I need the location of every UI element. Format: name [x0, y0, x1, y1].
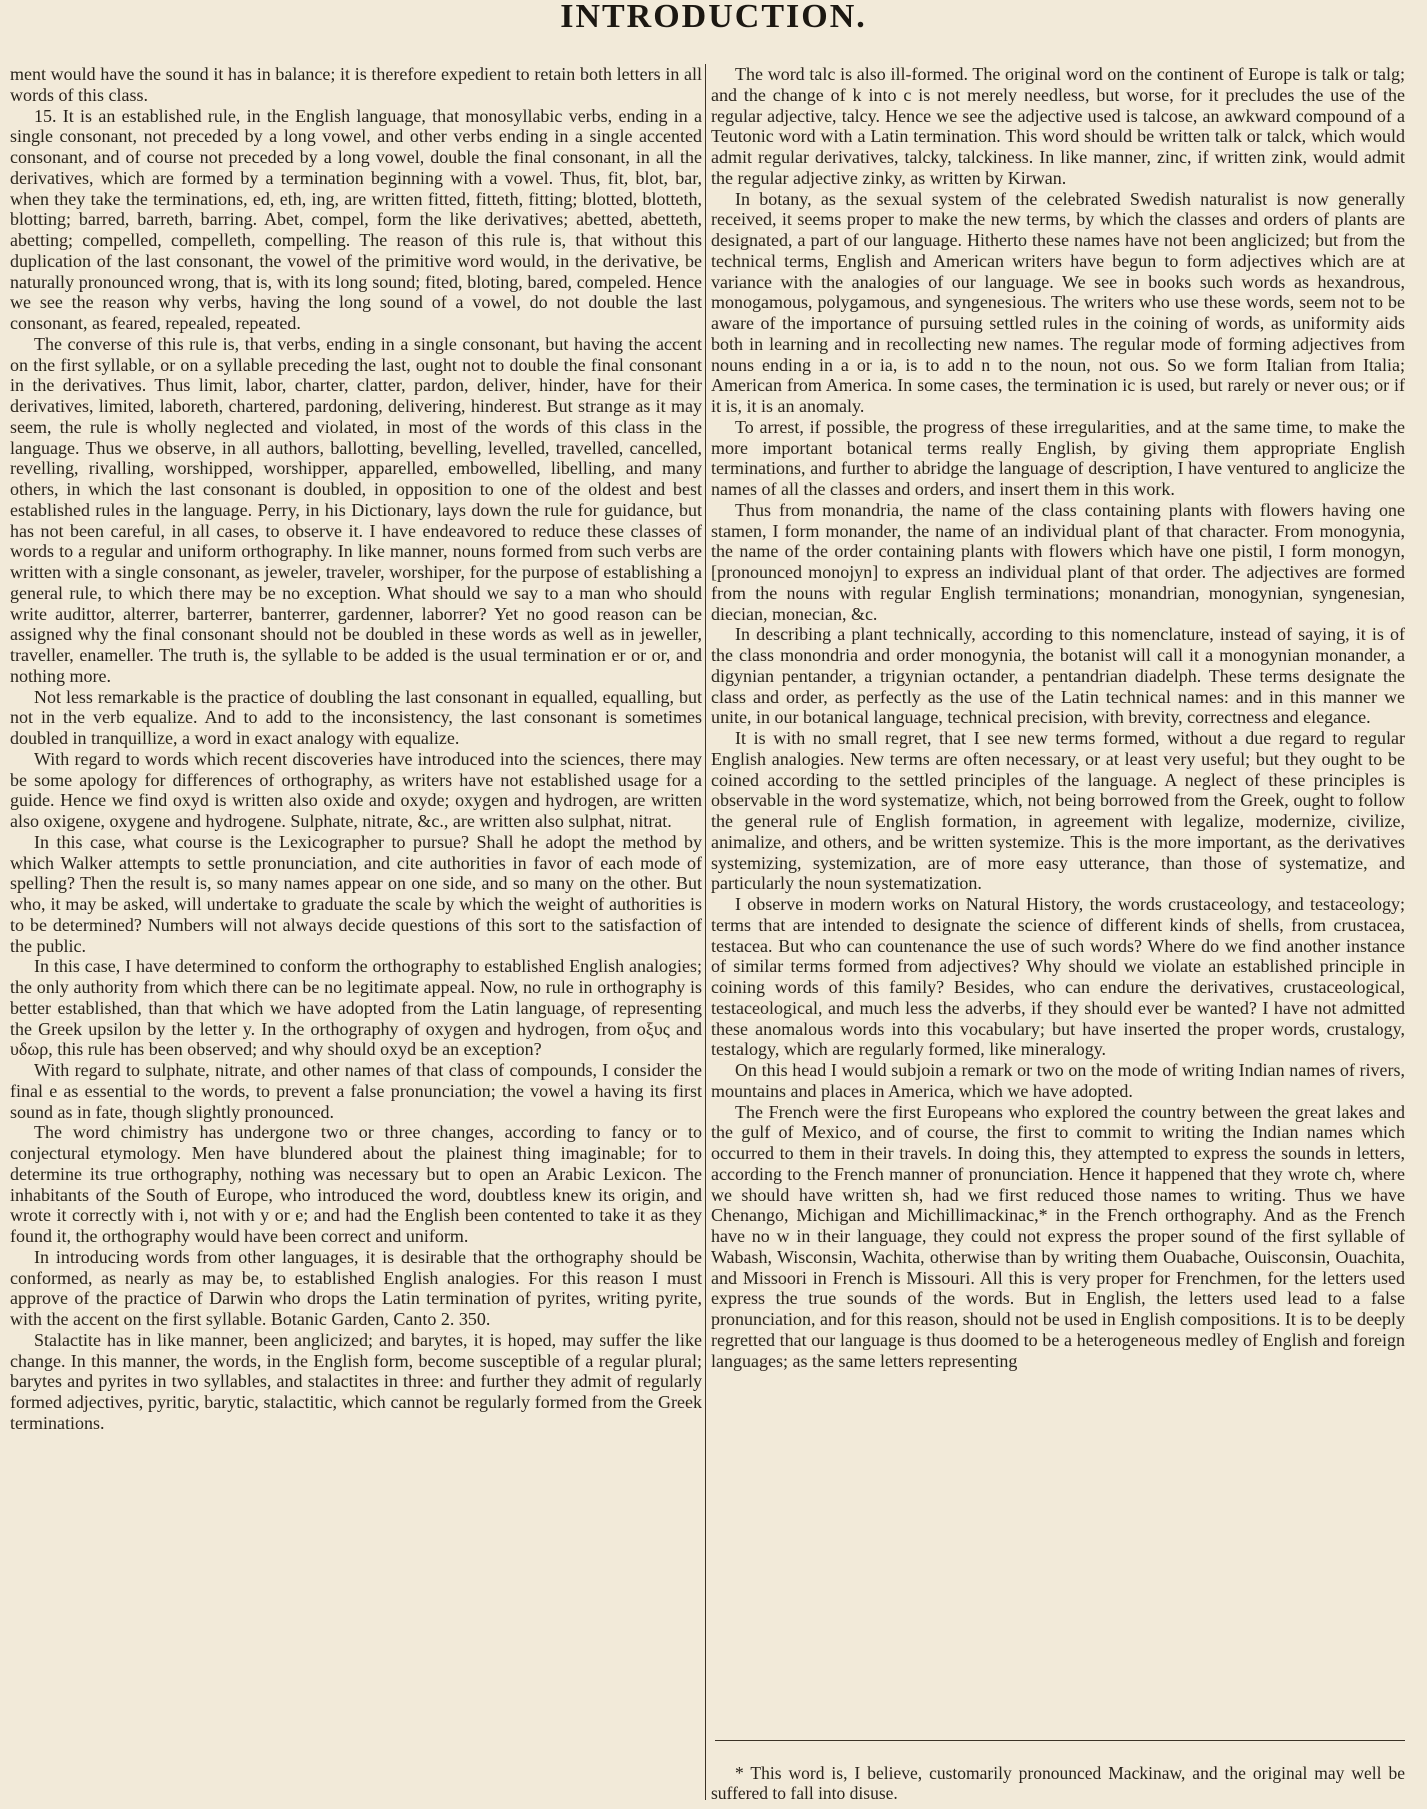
paragraph: In botany, as the sexual system of the celebrated Swedish naturalist is now generally received, it seems proper to make the new terms, by which the classes and orders of plants are designated, a part of our language. Hitherto these names have not been anglicized; but from the technical terms, English and American writers have begun to form adjectives which are at variance with the analogies of our language. We see in books such words as hexandrous, monogamous, polygamous, and syngenesious. The writers who use these words, seem not to be aware of the importance of pursuing settled rules in the coining of words, as uniformity aids both in learning and in recollecting new names. The regular mode of forming adjectives from nouns ending in a or ia, is to add n to the noun, not ous. So we form Italian from Italia; American from America. In some cases, the termination ic is used, but rarely or never ous; or if it is, it is an anomaly. — [711, 188, 1405, 416]
paragraph: In this case, what course is the Lexicographer to pursue? Shall he adopt the method by which Walker attempts to settle pronunciation, and cite authorities in favor of each mode of spelling? Then the result is, so many names appear on one side, and so many on the other. But who, it may be asked, will undertake to graduate the scale by which the weight of authorities is to be determined? Numbers will not always decide questions of this sort to the satisfaction of the public. — [10, 831, 702, 956]
page-title: INTRODUCTION. — [560, 0, 867, 35]
paragraph: On this head I would subjoin a remark or two on the mode of writing Indian names of rivers, mountains and places in America, which we have adopted. — [711, 1060, 1405, 1101]
paragraph: To arrest, if possible, the progress of these irregularities, and at the same time, to make the more important botanical terms really English, by giving them appropriate English terminations, and further to abridge the language of description, I have ventured to anglicize the names of all the classes and orders, and insert them in this work. — [711, 416, 1405, 499]
footnote-rule — [715, 1740, 1405, 1741]
paragraph: I observe in modern works on Natural History, the words crustaceology, and testaceology; terms that are intended to designate the science of different kinds of shells, from crustacea, testacea. But who can countenance the use of such words? Where do we find another instance of similar terms formed from adjectives? Why should we violate an established principle in coining words of this family? Besides, who can endure the derivatives, crustaceological, testaceological, and much less the adverbs, if they should ever be wanted? I have not admitted these anomalous words into this vocabulary; but have inserted the proper words, crustalogy, testalogy, which are regularly formed, like mineralogy. — [711, 894, 1405, 1060]
paragraph: In describing a plant technically, according to this nomenclature, instead of saying, it is of the class monondria and order monogynia, the botanist will call it a monogynian monander, a digynian pentander, a trigynian octander, a pentandrian diadelph. These terms designate the class and order, as perfectly as the use of the Latin technical names: and in this manner we unite, in our botanical language, technical precision, with brevity, correctness and elegance. — [711, 624, 1405, 728]
paragraph: 15. It is an established rule, in the English language, that monosyllabic verbs, ending in a single consonant, not preceded by a long vowel, and other verbs ending in a single accented consonant, and of course not preceded by a long vowel, double the final consonant, in all the derivatives, which are formed by a termination beginning with a vowel. Thus, fit, blot, bar, when they take the terminations, ed, eth, ing, are written fitted, fitteth, fitting; blotted, blotteth, blotting; barred, barreth, barring. Abet, compel, form the like derivatives; abetted, abetteth, abetting; compelled, compelleth, compelling. The reason of this rule is, that without this duplication of the last consonant, the vowel of the primitive word would, in the derivative, be naturally pronounced wrong, that is, with its long sound; fited, bloting, bared, compeled. Hence we see the reason why verbs, having the long sound of a vowel, do not double the last consonant, as feared, repealed, repeated. — [10, 105, 702, 333]
left-column — [10, 64, 702, 1434]
paragraph: Stalactite has in like manner, been anglicized; and barytes, it is hoped, may suffer the like change. In this manner, the words, in the English form, become susceptible of a regular plural; barytes and pyrites in two syllables, and stalactites in three: and further they admit of regularly formed adjectives, pyritic, barytic, stalactitic, which cannot be regularly formed from the Greek terminations. — [10, 1329, 702, 1433]
paragraph: In introducing words from other languages, it is desirable that the orthography should be conformed, as nearly as may be, to established English analogies. For this reason I must approve of the practice of Darwin who drops the Latin termination of pyrites, writing pyrite, with the accent on the first syllable. Botanic Garden, Canto 2. 350. — [10, 1246, 702, 1329]
footnote — [711, 1763, 1405, 1803]
paragraph: Thus from monandria, the name of the class containing plants with flowers having one stamen, I form monander, the name of an individual plant of that character. From monogynia, the name of the order containing plants with flowers which have one pistil, I form monogyn, [pronounced monojyn] to express an individual plant of that order. The adjectives are formed from the nouns with regular English terminations; monandrian, monogynian, syngenesian, diecian, monecian, &c. — [711, 499, 1405, 624]
paragraph: The word chimistry has undergone two or three changes, according to fancy or to conjectural etymology. Men have blundered about the plainest thing imaginable; for to determine its true orthography, nothing was necessary but to open an Arabic Lexicon. The inhabitants of the South of Europe, who introduced the word, doubtless knew its origin, and wrote it correctly with i, not with y or e; and had the English been contented to take it as they found it, the orthography would have been correct and uniform. — [10, 1122, 702, 1246]
paragraph: The word talc is also ill-formed. The original word on the continent of Europe is talk or talg; and the change of k into c is not merely needless, but worse, for it precludes the use of the regular adjective, talcy. Hence we see the adjective used is talcose, an awkward compound of a Teutonic word with a Latin termination. This word should be written talk or talck, which would admit regular derivatives, talcky, talckiness. In like manner, zinc, if written zink, would admit the regular adjective zinky, as written by Kirwan. — [711, 64, 1405, 188]
paragraph: In this case, I have determined to conform the orthography to established English analogies; the only authority from which there can be no legitimate appeal. Now, no rule in orthography is better established, than that which we have adopted from the Latin language, of representing the Greek upsilon by the letter y. In the orthography of oxygen and hydrogen, from οξυς and υδωρ, this rule has been observed; and why should oxyd be an exception? — [10, 956, 702, 1060]
paragraph: Not less remarkable is the practice of doubling the last consonant in equalled, equalling, but not in the verb equalize. And to add to the inconsistency, the last consonant is sometimes doubled in tranquillize, a word in exact analogy with equalize. — [10, 686, 702, 748]
paragraph: The converse of this rule is, that verbs, ending in a single consonant, but having the accent on the first syllable, or on a syllable preceding the last, ought not to double the final consonant in the derivatives. Thus limit, labor, charter, clatter, pardon, deliver, hinder, have for their derivatives, limited, laboreth, chartered, pardoning, delivering, hinderest. But strange as it may seem, the rule is wholly neglected and violated, in most of the words of this class in the language. Thus we observe, in all authors, ballotting, bevelling, levelled, travelled, cancelled, revelling, rivalling, worshipped, worshipper, apparelled, embowelled, libelling, and many others, in which the last consonant is doubled, in opposition to one of the oldest and best established rules in the language. Perry, in his Dictionary, lays down the rule for guidance, but has not been careful, in all cases, to observe it. I have endeavored to reduce these classes of words to a regular and uniform orthography. In like manner, nouns formed from such verbs are written with a single consonant, as jeweler, traveler, worshiper, for the purpose of establishing a general rule, to which there may be no exception. What should we say to a man who should write audittor, alterrer, barterrer, banterrer, gardenner, laborrer? Yet no good reason can be assigned why the final consonant should not be doubled in these words as well as in jeweller, traveller, enameller. The truth is, the syllable to be added is the usual termination er or or, and nothing more. — [10, 333, 702, 686]
column-divider — [705, 64, 706, 1800]
paragraph: The French were the first Europeans who explored the country between the great lakes and the gulf of Mexico, and of course, the first to commit to writing the Indian names which occurred to them in their travels. In doing this, they attempted to express the sounds in letters, according to the French manner of pronunciation. Hence it happened that they wrote ch, where we should have written sh, had we first reduced those names to writing. Thus we have Chenango, Michigan and Michillimackinac,* in the French orthography. And as the French have no w in their language, they could not express the proper sound of the first syllable of Wabash, Wisconsin, Wachita, otherwise than by writing them Ouabache, Ouisconsin, Ouachita, and Missoori in French is Missouri. All this is very proper for Frenchmen, for the letters used express the true sounds of the words. But in English, the letters used lead to a false pronunciation, and for this reason, should not be used in English compositions. It is to be deeply regretted that our language is thus doomed to be a heterogeneous medley of English and foreign languages; as the same letters representing — [711, 1101, 1405, 1371]
footnote-text: * This word is, I believe, customarily pronounced Mackinaw, and the original may well be suffered to fall into disuse. — [711, 1763, 1405, 1803]
paragraph: It is with no small regret, that I see new terms formed, without a due regard to regular English analogies. New terms are often necessary, or at least very useful; but they ought to be coined according to the settled principles of the language. A neglect of these principles is observable in the word systematize, which, not being borrowed from the Greek, ought to follow the general rule of English formation, in agreement with legalize, modernize, civilize, animalize, and others, and be written systemize. This is the more important, as the derivatives systemizing, systemization, are of more easy utterance, than those of systematize, and particularly the noun systematization. — [711, 728, 1405, 894]
paragraph: ment would have the sound it has in balance; it is therefore expedient to retain both letters in all words of this class. — [10, 64, 702, 105]
paragraph: With regard to words which recent discoveries have introduced into the sciences, there may be some apology for differences of orthography, as writers have not established usage for a guide. Hence we find oxyd is written also oxide and oxyde; oxygen and hydrogen, are written also oxigene, oxygene and hydrogene. Sulphate, nitrate, &c., are written also sulphat, nitrat. — [10, 748, 702, 831]
right-column — [711, 64, 1405, 1371]
paragraph: With regard to sulphate, nitrate, and other names of that class of compounds, I consider the final e as essential to the words, to prevent a false pronunciation; the vowel a having its first sound as in fate, though slightly pronounced. — [10, 1060, 702, 1122]
